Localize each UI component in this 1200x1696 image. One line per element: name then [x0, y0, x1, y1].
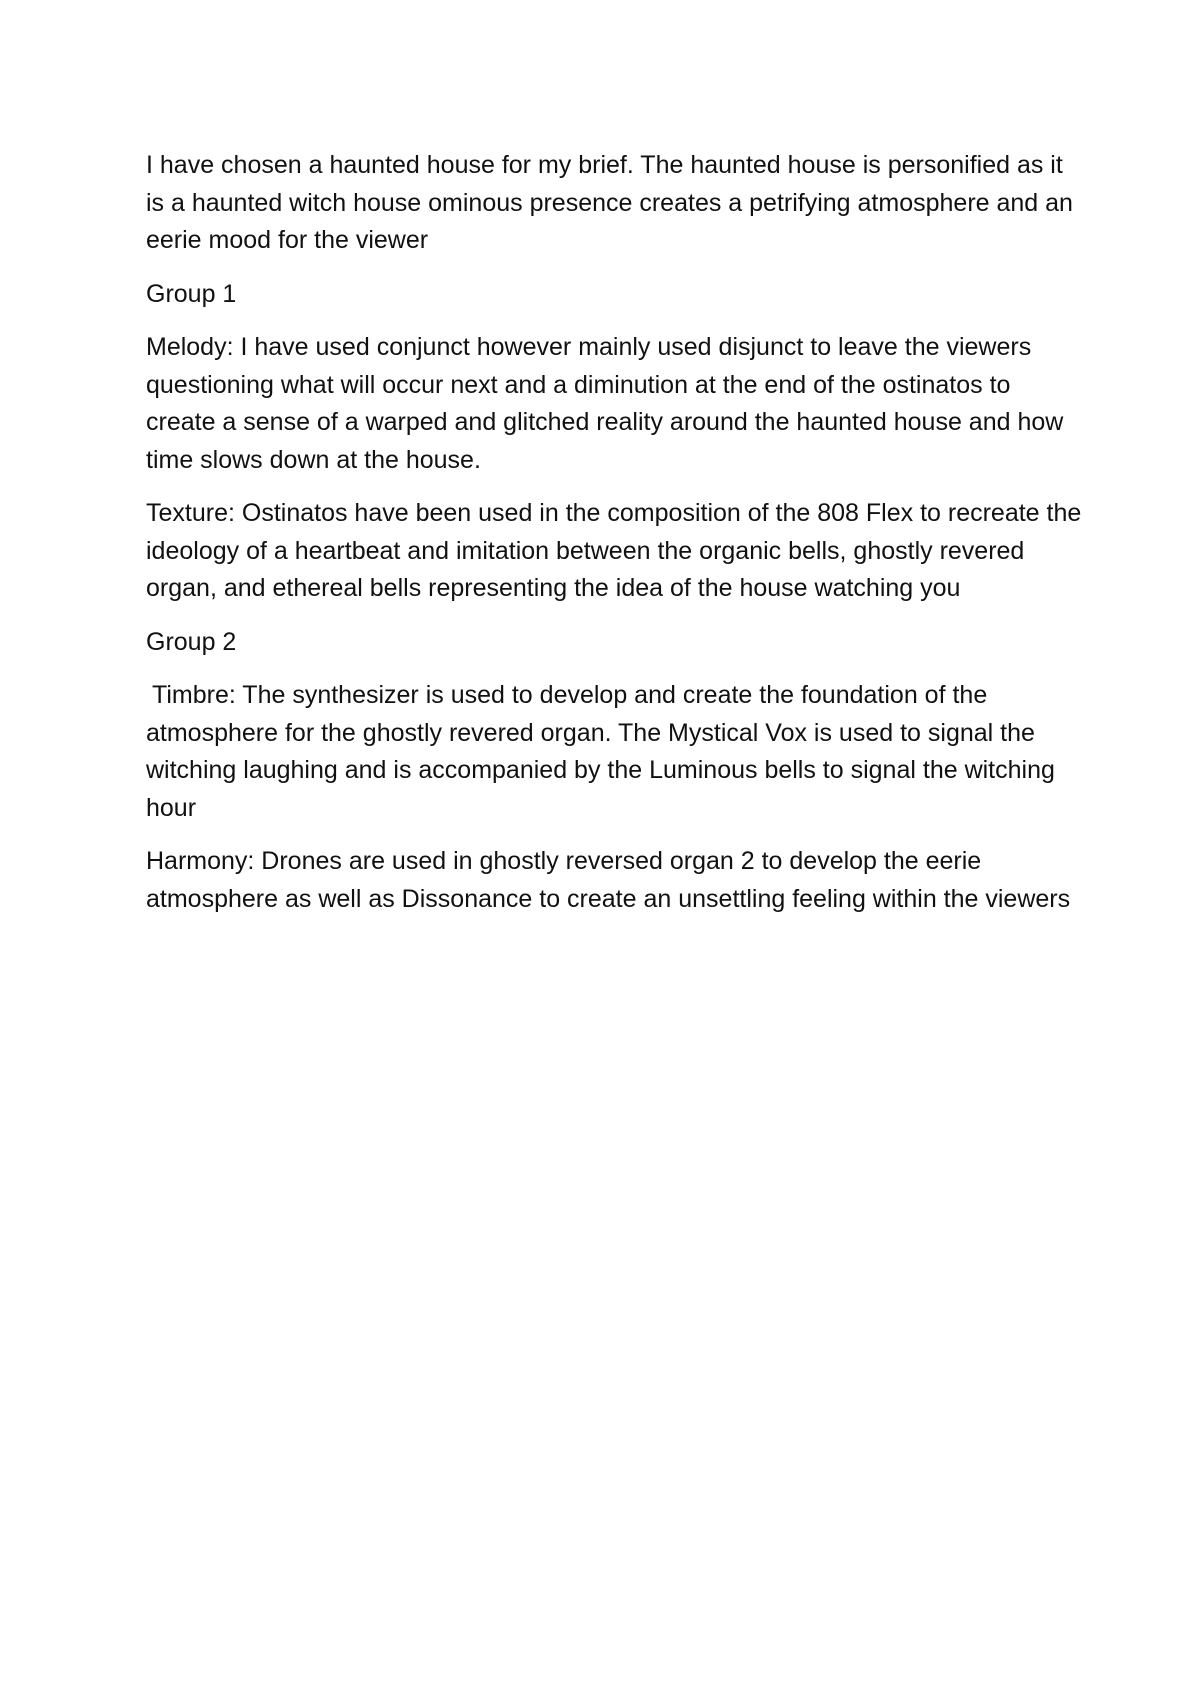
texture-paragraph: Texture: Ostinatos have been used in the composition of the 808 Flex to recreate the ideology of a heartbeat and imitation between the organic bells, ghostly revered organ, and ethereal bells representing the idea of the house watching you — [146, 499, 1082, 602]
document-body — [146, 147, 1086, 934]
melody-paragraph: Melody: I have used conjunct however mainly used disjunct to leave the viewers questioning what will occur next and a diminution at the end of the ostinatos to create a sense of a warped and glitched reality around the haunted house and how time slows down at the house. — [146, 333, 1064, 474]
intro-paragraph: I have chosen a haunted house for my brief. The haunted house is personified as it is a haunted witch house ominous presence creates a petrifying atmosphere and an eerie mood for the viewer — [146, 151, 1073, 254]
group-2-heading: Group 2 — [146, 627, 237, 656]
harmony-paragraph: Harmony: Drones are used in ghostly reversed organ 2 to develop the eerie atmosphere as well as Dissonance to create an unsettling feeling within the viewers — [146, 847, 1071, 913]
timbre-paragraph: Timbre: The synthesizer is used to develop and create the foundation of the atmosphere for the ghostly revered organ. The Mystical Vox is used to signal the witching laughing and is accompanied by the Luminous bells to signal the witching hour — [146, 681, 1055, 822]
group-1-heading: Group 1 — [146, 279, 237, 308]
